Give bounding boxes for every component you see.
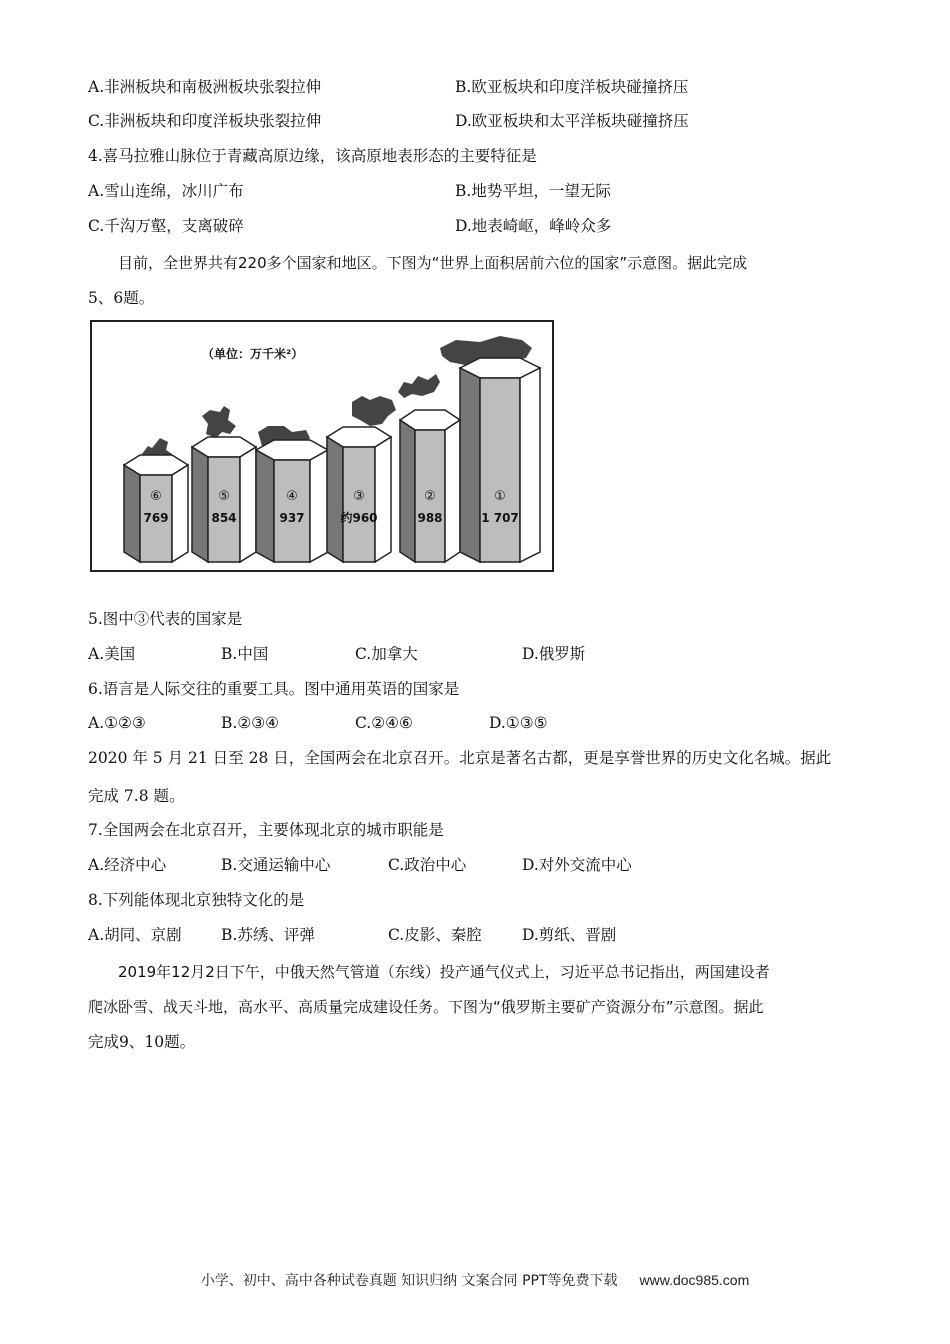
footer-text: 小学、初中、高中各种试卷真题 知识归纳 文案合同 PPT等免费下载 (200, 1273, 618, 1289)
column-value: 1 707 (481, 511, 519, 525)
column-right-face (240, 447, 256, 562)
column-value: 988 (417, 511, 443, 525)
q7-option-d: D.对外交流中心 (522, 856, 632, 874)
column-left-face (327, 437, 343, 562)
column-mark: ⑤ (218, 489, 230, 504)
area-column (256, 440, 328, 562)
column-mark: ① (494, 489, 506, 504)
column-mark: ④ (286, 489, 298, 504)
column-value: 769 (143, 511, 169, 525)
q4-option-d: D.地表崎岖，峰岭众多 (455, 217, 612, 235)
intro-78-line1: 2020 年 5 月 21 日至 28 日，全国两会在北京召开。北京是著名古都，更是享誉世界的历史文化名城。据此 (88, 749, 832, 767)
intro-910-line1: 2019年12月2日下午，中俄天然气管道（东线）投产通气仪式上，习近平总书记指出，两国建设者 (118, 963, 770, 981)
intro-78-line2: 完成 7.8 题。 (88, 787, 185, 805)
q5-option-b: B.中国 (221, 645, 269, 663)
q3-option-b: B.欧亚板块和印度洋板块碰撞挤压 (455, 78, 689, 96)
column-left-face (256, 450, 274, 562)
column-right-face (310, 450, 328, 562)
q3-option-c: C.非洲板块和印度洋板块张裂拉伸 (88, 112, 322, 130)
q5-option-d: D.俄罗斯 (522, 645, 586, 663)
q5-option-c: C.加拿大 (355, 645, 418, 663)
column-front-face (343, 447, 375, 562)
area-column (124, 455, 188, 562)
q6-option-b: B.②③④ (221, 714, 280, 732)
column-right-face (520, 368, 540, 562)
column-mark: ③ (353, 489, 365, 504)
area-column (400, 410, 460, 562)
q5-option-a: A.美国 (88, 645, 136, 663)
figure-unit-label: （单位：万千米²） (202, 347, 304, 361)
column-value: 约960 (340, 511, 378, 525)
column-front-face (208, 457, 240, 562)
column-mark: ⑥ (150, 489, 162, 504)
column-left-face (192, 447, 208, 562)
page-footer (0, 1270, 950, 1290)
q8-option-b: B.苏绣、评弹 (221, 926, 315, 944)
q7-option-c: C.政治中心 (388, 856, 467, 874)
q4-option-b: B.地势平坦，一望无际 (455, 182, 611, 200)
q3-option-d: D.欧亚板块和太平洋板块碰撞挤压 (455, 112, 689, 130)
column-value: 854 (211, 511, 237, 525)
column-left-face (124, 465, 140, 562)
q6-option-c: C.②④⑥ (355, 714, 413, 732)
column-left-face (460, 368, 480, 562)
q4-option-c: C.千沟万壑，支离破碎 (88, 217, 244, 235)
footer-url[interactable]: www.doc985.com (639, 1272, 750, 1288)
q7-option-a: A.经济中心 (88, 856, 167, 874)
q8-option-a: A.胡同、京剧 (88, 926, 182, 944)
intro-56-line2: 5、6题。 (88, 289, 155, 307)
q3-option-a: A.非洲板块和南极洲板块张裂拉伸 (88, 78, 322, 96)
q4-option-a: A.雪山连绵，冰川广布 (88, 182, 244, 200)
q4-stem: 4.喜马拉雅山脉位于青藏高原边缘，该高原地表形态的主要特征是 (88, 147, 537, 165)
intro-910-line2: 爬冰卧雪、战天斗地，高水平、高质量完成建设任务。下图为“俄罗斯主要矿产资源分布”示意图。据此 (88, 998, 764, 1016)
q8-option-c: C.皮影、秦腔 (388, 926, 482, 944)
column-value: 937 (279, 511, 305, 525)
q8-option-d: D.剪纸、晋剧 (522, 926, 617, 944)
q8-stem: 8.下列能体现北京独特文化的是 (88, 891, 305, 909)
q5-stem: 5.图中③代表的国家是 (88, 610, 243, 628)
column-right-face (172, 465, 188, 562)
column-right-face (375, 437, 391, 562)
intro-56-line1: 目前，全世界共有220多个国家和地区。下图为“世界上面积居前六位的国家”示意图。据此完成 (118, 254, 748, 272)
intro-910-line3: 完成9、10题。 (88, 1033, 196, 1051)
column-mark: ② (424, 489, 436, 504)
area-column (192, 437, 256, 562)
q7-stem: 7.全国两会在北京召开，主要体现北京的城市职能是 (88, 821, 444, 839)
column-right-face (445, 420, 460, 562)
q6-option-d: D.①③⑤ (489, 714, 548, 732)
column-left-face (400, 420, 415, 562)
q7-option-b: B.交通运输中心 (221, 856, 331, 874)
area-column (460, 358, 540, 562)
country-area-figure (90, 320, 554, 572)
q6-option-a: A.①②③ (88, 714, 146, 732)
q6-stem: 6.语言是人际交往的重要工具。图中通用英语的国家是 (88, 680, 460, 698)
area-column (327, 427, 391, 562)
column-front-face (480, 378, 520, 562)
